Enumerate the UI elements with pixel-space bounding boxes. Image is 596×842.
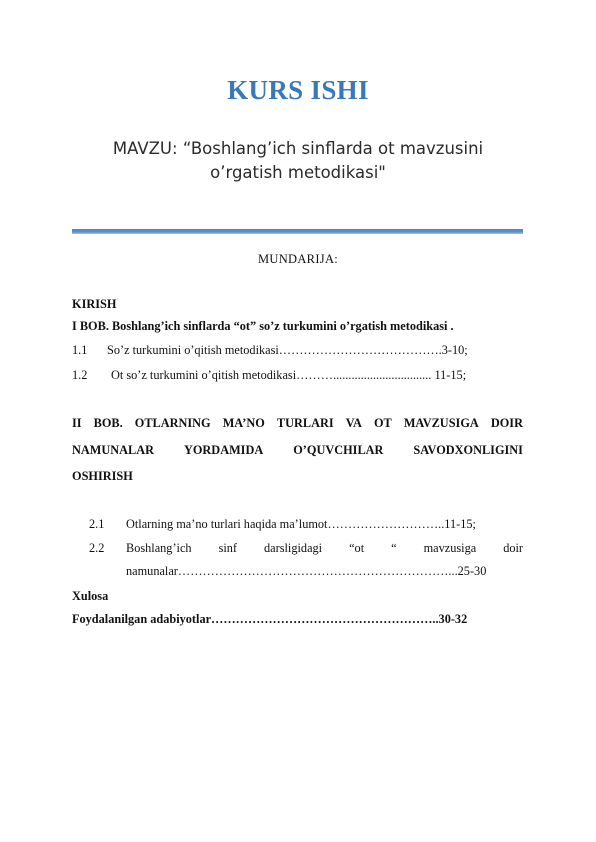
toc-word: VA [345,416,362,430]
toc-word: OT [373,416,392,430]
toc-intro: KIRISH [72,297,117,311]
toc-word: SAVODXONLIGINI [413,443,523,457]
toc-word: YORDAMIDA [183,443,264,457]
toc-chapter-1: I BOB. Boshlang’ich sinflarda “ot” so’z turkumini o’rgatish metodikasi . [72,319,454,333]
toc-section-1-2-number: 1.2 [72,368,88,382]
toc-word: mavzusiga [423,541,477,555]
toc-word: BOB. [93,416,123,430]
toc-word: MAVZUSIGA [403,416,479,430]
toc-word: “ [391,541,397,555]
toc-word: doir [503,541,523,555]
contents-heading: MUNDARIJA: [257,252,339,266]
toc-word: “ot [349,541,365,555]
toc-chapter-2-line-3: OSHIRISH [72,469,133,483]
toc-section-1-2: Ot so’z turkumini o’qitish metodikasi………................................ 11-15; [111,368,467,382]
topic-line-1: MAVZU: “Boshlang’ich sinflarda ot mavzusini [112,139,484,158]
topic-line-2: o’rgatish metodikasi" [210,163,386,182]
toc-section-2-2-number: 2.2 [89,541,105,555]
toc-section-2-2-line-1 [126,541,523,556]
divider-rule [72,229,523,234]
toc-word: darsligidagi [264,541,323,555]
toc-word: O’QUVCHILAR [293,443,384,457]
toc-word: NAMUNALAR [72,443,154,457]
toc-conclusion: Xulosa [72,589,109,603]
toc-references: Foydalanilgan adabiyotlar………………………………………………..30-32 [72,612,468,626]
toc-section-1-1-number: 1.1 [72,343,88,357]
toc-word: DOIR [490,416,523,430]
document-title: KURS ISHI [227,75,369,105]
toc-section-2-1-number: 2.1 [89,517,105,531]
toc-word: Boshlang’ich [126,541,192,555]
toc-word: II [72,416,82,430]
toc-section-1-1: So’z turkumini o’qitish metodikasi………………………………….3-10; [107,343,468,357]
toc-chapter-2-line-2 [72,443,523,458]
toc-word: TURLARI [276,416,334,430]
toc-section-2-1: Otlarning ma’no turlari haqida ma’lumot………………………..11-15; [126,517,476,531]
toc-section-2-2-line-2: namunalar…………………………………………………………...25-30 [126,564,487,578]
toc-word: MA’NO [222,416,265,430]
toc-word: sinf [218,541,238,555]
toc-word: OTLARNING [134,416,211,430]
toc-chapter-2-line-1 [72,416,523,431]
